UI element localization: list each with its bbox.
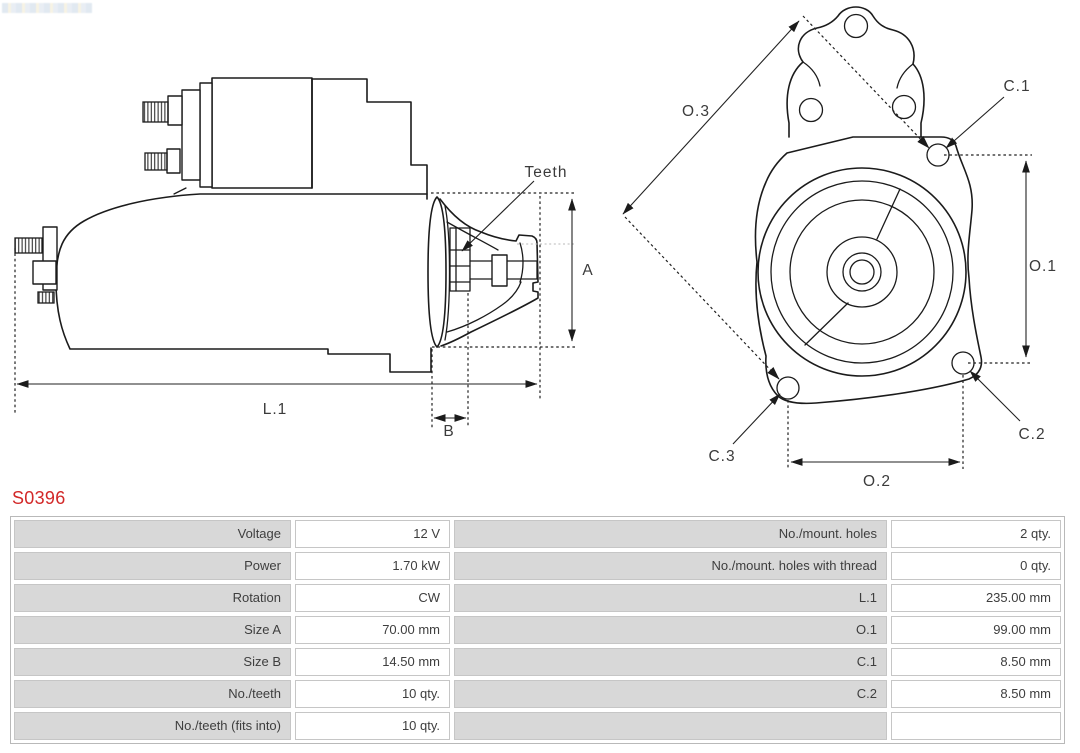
- table-row: [14, 584, 1061, 612]
- top-bell-bracket: [787, 7, 924, 137]
- spec-label-cell: O.1: [454, 616, 887, 644]
- rear-bracket-hardware: [15, 227, 57, 303]
- table-row: [14, 680, 1061, 708]
- dim-label-o1: O.1: [1029, 258, 1057, 275]
- spec-label-cell: L.1: [454, 584, 887, 612]
- spec-table: [10, 516, 1065, 744]
- spec-label-cell: No./mount. holes with thread: [454, 552, 887, 580]
- dim-label-o3: O.3: [682, 103, 710, 120]
- spec-value-cell: 12 V: [295, 520, 450, 548]
- drive-end-housing: [428, 197, 538, 347]
- spec-label-cell: [454, 712, 887, 740]
- spec-label-cell: Rotation: [14, 584, 291, 612]
- spec-value-cell: 70.00 mm: [295, 616, 450, 644]
- spec-value-cell: 10 qty.: [295, 712, 450, 740]
- front-view-drawing: [600, 0, 1080, 500]
- spec-label-cell: C.2: [454, 680, 887, 708]
- spec-label-cell: No./mount. holes: [454, 520, 887, 548]
- part-number: S0396: [12, 488, 66, 508]
- solenoid: [174, 78, 312, 194]
- side-view-drawing: [0, 0, 610, 450]
- spec-label-cell: Size B: [14, 648, 291, 676]
- spec-label-cell: C.1: [454, 648, 887, 676]
- dimension-lines-front: [623, 16, 1032, 469]
- dimension-lines-side: [15, 181, 576, 428]
- spec-value-cell: 235.00 mm: [891, 584, 1061, 612]
- spec-value-cell: 0 qty.: [891, 552, 1061, 580]
- dim-label-a: A: [582, 262, 594, 279]
- dim-label-c1: C.1: [1003, 78, 1031, 95]
- spec-value-cell: [891, 712, 1061, 740]
- spec-label-cell: Size A: [14, 616, 291, 644]
- pinion-gear: [450, 228, 537, 291]
- table-row: [14, 552, 1061, 580]
- dim-label-o2: O.2: [863, 473, 891, 490]
- table-row: [14, 712, 1061, 740]
- dim-label-c2: C.2: [1018, 426, 1046, 443]
- spec-value-cell: 8.50 mm: [891, 680, 1061, 708]
- spec-label-cell: No./teeth: [14, 680, 291, 708]
- spec-label-cell: Voltage: [14, 520, 291, 548]
- spec-label-cell: Power: [14, 552, 291, 580]
- dim-label-b: B: [443, 423, 455, 440]
- terminal-studs: [143, 96, 182, 173]
- spec-value-cell: 8.50 mm: [891, 648, 1061, 676]
- spec-value-cell: CW: [295, 584, 450, 612]
- dim-label-c3: C.3: [708, 448, 736, 465]
- spec-value-cell: 14.50 mm: [295, 648, 450, 676]
- motor-body-outline: [56, 79, 431, 372]
- spec-value-cell: 10 qty.: [295, 680, 450, 708]
- table-row: [14, 648, 1061, 676]
- dim-label-l1: L.1: [262, 401, 288, 418]
- dim-label-teeth: Teeth: [524, 164, 568, 181]
- spec-value-cell: 1.70 kW: [295, 552, 450, 580]
- spec-value-cell: 2 qty.: [891, 520, 1061, 548]
- concentric-face-circles: [758, 168, 966, 376]
- spec-value-cell: 99.00 mm: [891, 616, 1061, 644]
- table-row: [14, 616, 1061, 644]
- table-row: [14, 520, 1061, 548]
- spec-label-cell: No./teeth (fits into): [14, 712, 291, 740]
